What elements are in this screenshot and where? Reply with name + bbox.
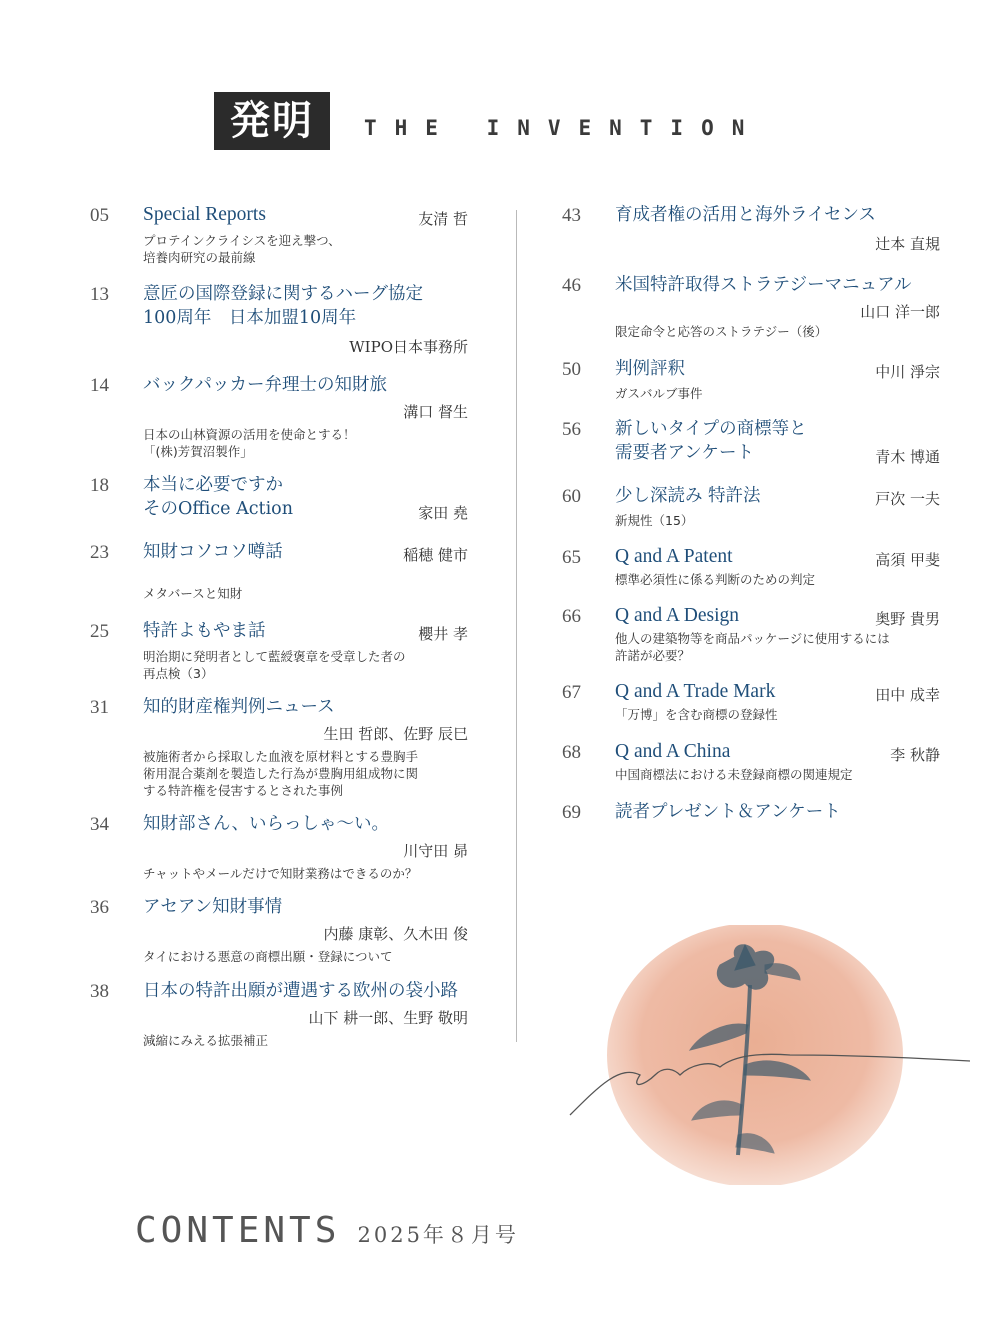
article-subtitle: 「万博」を含む商標の登録性 bbox=[615, 707, 778, 722]
page-number: 13 bbox=[90, 284, 109, 305]
contents-footer bbox=[135, 1210, 519, 1251]
author: 生田 哲郎、佐野 辰巳 bbox=[323, 725, 468, 743]
author: 友清 哲 bbox=[418, 210, 468, 228]
article-title[interactable]: 知的財産権判例ニュース bbox=[143, 697, 335, 717]
article-title[interactable]: Special Reports bbox=[143, 204, 266, 225]
page-number: 23 bbox=[90, 542, 109, 563]
article-title[interactable]: 読者プレゼント＆アンケート bbox=[615, 802, 841, 822]
author: 山口 洋一郎 bbox=[860, 303, 940, 321]
article-title[interactable]: 米国特許取得ストラテジーマニュアル bbox=[615, 275, 912, 295]
author: 高須 甲斐 bbox=[875, 551, 940, 569]
article-subtitle: 中国商標法における未登録商標の関連規定 bbox=[615, 767, 853, 782]
article-subtitle: チャットやメールだけで知財業務はできるのか？ bbox=[143, 866, 418, 881]
page-number: 18 bbox=[90, 475, 109, 496]
article-subtitle: 新規性（15） bbox=[615, 513, 694, 528]
author: 青木 博通 bbox=[875, 448, 940, 466]
article-title[interactable]: アセアン知財事情 bbox=[143, 897, 283, 917]
author: 奥野 貴男 bbox=[875, 610, 940, 628]
author: 戸次 一夫 bbox=[875, 490, 940, 508]
article-subtitle: 日本の山林資源の活用を使命とする！ 「(株)芳賀沼製作」 bbox=[143, 427, 356, 459]
article-title[interactable]: 新しいタイプの商標等と 需要者アンケート bbox=[615, 419, 807, 463]
article-subtitle: 減縮にみえる拡張補正 bbox=[143, 1033, 269, 1048]
page-number: 66 bbox=[562, 606, 581, 627]
article-title[interactable]: Q and A Trade Mark bbox=[615, 681, 776, 702]
article-subtitle: 標準必須性に係る判断のための判定 bbox=[615, 572, 816, 587]
page-number: 65 bbox=[562, 547, 581, 568]
page-number: 25 bbox=[90, 621, 109, 642]
article-subtitle: 明治期に発明者として藍綬褒章を受章した者の 再点検（3） bbox=[143, 649, 406, 681]
page-number: 68 bbox=[562, 742, 581, 763]
page-number: 43 bbox=[562, 205, 581, 226]
article-title[interactable]: 知財コソコソ噂話 bbox=[143, 542, 283, 562]
author: 李 秋静 bbox=[890, 746, 940, 764]
article-title[interactable]: 本当に必要ですか そのOffice Action bbox=[143, 475, 293, 519]
article-title[interactable]: 判例評釈 bbox=[615, 359, 685, 379]
page-number: 67 bbox=[562, 682, 581, 703]
author: 田中 成幸 bbox=[875, 686, 940, 704]
page-number: 60 bbox=[562, 486, 581, 507]
page-number: 38 bbox=[90, 981, 109, 1002]
article-subtitle: タイにおける悪意の商標出願・登録について bbox=[143, 949, 393, 964]
article-title[interactable]: Q and A China bbox=[615, 741, 731, 762]
author: WIPO日本事務所 bbox=[349, 338, 468, 356]
author: 中川 淨宗 bbox=[875, 363, 940, 381]
page-number: 50 bbox=[562, 359, 581, 380]
page-number: 36 bbox=[90, 897, 109, 918]
article-subtitle: ガスバルブ事件 bbox=[615, 386, 703, 401]
article-title[interactable]: Q and A Design bbox=[615, 605, 740, 626]
author: 櫻井 孝 bbox=[418, 625, 468, 643]
author: 家田 堯 bbox=[418, 504, 468, 522]
author: 溝口 督生 bbox=[403, 403, 468, 421]
page-number: 31 bbox=[90, 697, 109, 718]
article-subtitle: 被施術者から採取した血液を原材料とする豊胸手 術用混合薬剤を製造した行為が豊胸用組成物に関 する特許権を侵害するとされた事例 bbox=[143, 749, 419, 798]
article-title[interactable]: 特許よもやま話 bbox=[143, 621, 266, 641]
watercolor-flower-illustration bbox=[560, 925, 990, 1185]
contents-heading: CONTENTS bbox=[135, 1210, 341, 1251]
author: 稲穂 健市 bbox=[403, 546, 468, 564]
magazine-logo: 発明 bbox=[214, 92, 330, 150]
author: 川守田 昴 bbox=[403, 842, 468, 860]
author: 内藤 康彰、久木田 俊 bbox=[323, 925, 468, 943]
page-number: 14 bbox=[90, 375, 109, 396]
article-title[interactable]: Q and A Patent bbox=[615, 546, 733, 567]
article-subtitle: 限定命令と応答のストラテジー（後） bbox=[615, 324, 828, 339]
article-title[interactable]: 少し深読み 特許法 bbox=[615, 486, 761, 506]
issue-date: 2025年８月号 bbox=[357, 1223, 519, 1247]
masthead bbox=[214, 92, 834, 152]
page-number: 69 bbox=[562, 802, 581, 823]
page-number: 34 bbox=[90, 814, 109, 835]
article-title[interactable]: 意匠の国際登録に関するハーグ協定 100周年 日本加盟10周年 bbox=[143, 284, 423, 328]
page-number: 56 bbox=[562, 419, 581, 440]
author: 山下 耕一郎、生野 敬明 bbox=[308, 1009, 468, 1027]
magazine-subtitle: THE INVENTION bbox=[364, 116, 763, 140]
article-subtitle: プロテインクライシスを迎え撃つ、 培養肉研究の最前線 bbox=[143, 233, 341, 265]
column-divider bbox=[516, 210, 517, 1042]
article-title[interactable]: 育成者権の活用と海外ライセンス bbox=[615, 205, 876, 225]
article-title[interactable]: 知財部さん、いらっしゃ～い。 bbox=[143, 814, 390, 834]
author: 辻本 直規 bbox=[875, 235, 940, 253]
page-number: 46 bbox=[562, 275, 581, 296]
page-number: 05 bbox=[90, 205, 109, 226]
article-title[interactable]: 日本の特許出願が遭遇する欧州の袋小路 bbox=[143, 981, 458, 1001]
article-subtitle: メタバースと知財 bbox=[143, 586, 243, 601]
article-title[interactable]: バックパッカー弁理士の知財旅 bbox=[143, 375, 387, 395]
article-subtitle: 他人の建築物等を商品パッケージに使用するには 許諾が必要？ bbox=[615, 631, 890, 663]
